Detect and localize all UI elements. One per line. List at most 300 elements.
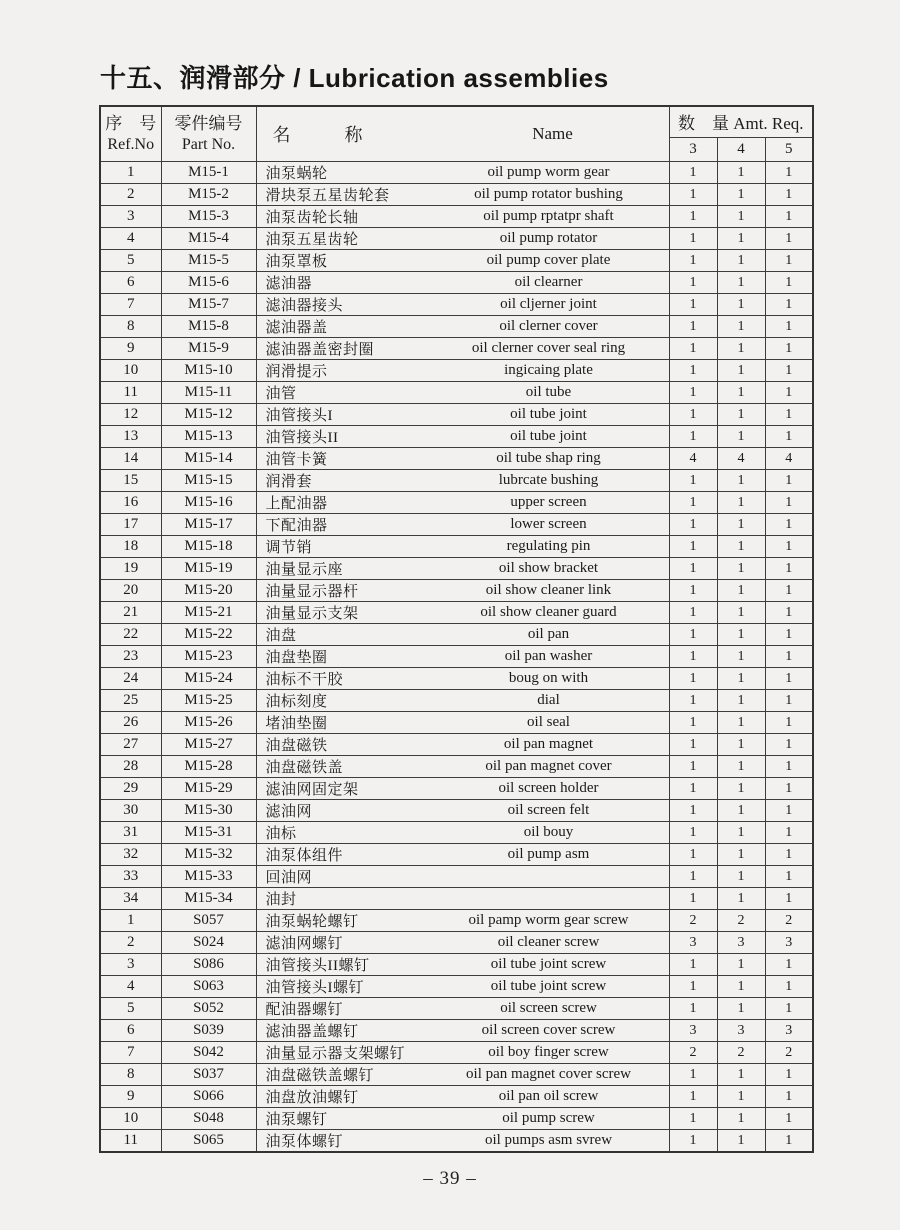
name-zh: 滤油器盖密封圈 (265, 342, 375, 358)
qty-5-cell: 1 (765, 646, 813, 668)
qty-4-cell: 1 (717, 206, 765, 228)
qty-4-cell: 2 (717, 1042, 765, 1064)
qty-3-cell: 2 (669, 1042, 717, 1064)
name-cell (256, 712, 669, 734)
qty-5-cell: 1 (765, 360, 813, 382)
name-zh: 润滑提示 (265, 364, 328, 380)
qty-5-cell: 1 (765, 404, 813, 426)
part-no-cell: M15-13 (161, 426, 256, 448)
part-no-cell: S024 (161, 932, 256, 954)
qty-4-cell: 1 (717, 558, 765, 580)
part-no-cell: M15-3 (161, 206, 256, 228)
table-row (100, 800, 813, 822)
name-en: oil pan magnet (503, 736, 594, 752)
qty-4-cell: 1 (717, 426, 765, 448)
part-no-cell: M15-31 (161, 822, 256, 844)
qty-5-cell: 3 (765, 932, 813, 954)
name-en: oil screen holder (498, 780, 599, 796)
header-part-no-zh: 零件编号 (174, 114, 243, 133)
part-no-cell: M15-29 (161, 778, 256, 800)
part-no-cell: S048 (161, 1108, 256, 1130)
ref-no-cell: 9 (100, 1086, 161, 1108)
ref-no-cell: 29 (100, 778, 161, 800)
table-row (100, 404, 813, 426)
qty-4-cell: 1 (717, 800, 765, 822)
qty-3-cell: 1 (669, 536, 717, 558)
part-no-cell: M15-12 (161, 404, 256, 426)
ref-no-cell: 14 (100, 448, 161, 470)
name-en: ingicaing plate (504, 362, 593, 378)
name-zh: 油泵螺钉 (265, 1112, 328, 1128)
qty-4-cell: 1 (717, 778, 765, 800)
qty-5-cell: 1 (765, 470, 813, 492)
qty-3-cell: 1 (669, 492, 717, 514)
qty-4-cell: 1 (717, 756, 765, 778)
part-no-cell: M15-4 (161, 228, 256, 250)
ref-no-cell: 10 (100, 1108, 161, 1130)
ref-no-cell: 4 (100, 976, 161, 998)
table-row (100, 294, 813, 316)
qty-3-cell: 1 (669, 1108, 717, 1130)
table-row (100, 910, 813, 932)
qty-4-cell: 1 (717, 162, 765, 184)
name-zh: 油封 (265, 892, 297, 908)
table-row (100, 822, 813, 844)
part-no-cell: M15-16 (161, 492, 256, 514)
name-cell (256, 646, 669, 668)
ref-no-cell: 10 (100, 360, 161, 382)
part-no-cell: S086 (161, 954, 256, 976)
ref-no-cell: 26 (100, 712, 161, 734)
qty-5-cell: 3 (765, 1020, 813, 1042)
qty-4-cell: 1 (717, 294, 765, 316)
qty-4-cell: 1 (717, 382, 765, 404)
parts-table (99, 105, 814, 1153)
name-zh: 油泵罩板 (265, 254, 328, 270)
name-zh: 油盘磁铁盖螺钉 (265, 1068, 375, 1084)
qty-4-cell: 1 (717, 602, 765, 624)
ref-no-cell: 5 (100, 998, 161, 1020)
qty-3-cell: 1 (669, 470, 717, 492)
table-row (100, 580, 813, 602)
table-row (100, 954, 813, 976)
name-zh: 油量显示支架 (265, 606, 359, 622)
qty-4-cell: 1 (717, 470, 765, 492)
qty-3-cell: 1 (669, 558, 717, 580)
header-name-en: Name (532, 124, 573, 143)
table-row (100, 1108, 813, 1130)
table-row (100, 470, 813, 492)
qty-3-cell: 1 (669, 316, 717, 338)
part-no-cell: M15-32 (161, 844, 256, 866)
qty-5-cell: 1 (765, 1086, 813, 1108)
name-en: oil tube shap ring (496, 450, 601, 466)
name-en: oil cleaner screw (497, 934, 600, 950)
qty-4-cell: 1 (717, 998, 765, 1020)
qty-3-cell: 1 (669, 272, 717, 294)
qty-4-cell: 1 (717, 228, 765, 250)
qty-4-cell: 1 (717, 976, 765, 998)
name-zh: 滤油器 (265, 276, 313, 292)
name-cell (256, 668, 669, 690)
qty-3-cell: 1 (669, 646, 717, 668)
name-zh: 润滑套 (265, 474, 313, 490)
table-row (100, 1086, 813, 1108)
part-no-cell: M15-6 (161, 272, 256, 294)
name-zh: 油量显示座 (265, 562, 344, 578)
qty-5-cell: 1 (765, 844, 813, 866)
qty-3-cell: 1 (669, 250, 717, 272)
name-zh: 滤油网固定架 (265, 782, 359, 798)
name-cell (256, 800, 669, 822)
name-en: oil pamp worm gear screw (468, 912, 629, 928)
qty-3-cell: 1 (669, 844, 717, 866)
name-cell (256, 338, 669, 360)
name-cell (256, 1064, 669, 1086)
ref-no-cell: 34 (100, 888, 161, 910)
name-cell (256, 162, 669, 184)
part-no-cell: S066 (161, 1086, 256, 1108)
name-cell (256, 932, 669, 954)
part-no-cell: M15-9 (161, 338, 256, 360)
header-amount-required: 数 量 Amt. Req. (669, 106, 813, 137)
name-en: lubrcate bushing (498, 472, 599, 488)
header-name (256, 106, 669, 162)
table-row (100, 448, 813, 470)
qty-3-cell: 1 (669, 228, 717, 250)
name-en: oil pump screw (502, 1110, 595, 1126)
name-zh: 油盘放油螺钉 (265, 1090, 359, 1106)
name-cell (256, 536, 669, 558)
part-no-cell: M15-17 (161, 514, 256, 536)
ref-no-cell: 11 (100, 1130, 161, 1153)
table-row (100, 536, 813, 558)
ref-no-cell: 6 (100, 1020, 161, 1042)
qty-3-cell: 1 (669, 206, 717, 228)
name-cell (256, 228, 669, 250)
name-cell (256, 998, 669, 1020)
qty-5-cell: 1 (765, 734, 813, 756)
table-row (100, 668, 813, 690)
name-zh: 堵油垫圈 (265, 716, 328, 732)
name-en: oil pan (527, 626, 570, 642)
qty-4-cell: 1 (717, 360, 765, 382)
table-row (100, 492, 813, 514)
part-no-cell: S052 (161, 998, 256, 1020)
ref-no-cell: 13 (100, 426, 161, 448)
name-en: oil pan magnet cover (485, 758, 612, 774)
name-cell (256, 1042, 669, 1064)
name-en: upper screen (510, 494, 587, 510)
name-zh: 油管接头I (265, 408, 333, 424)
header-ref-no-en: Ref.No (107, 136, 155, 153)
name-cell (256, 778, 669, 800)
qty-5-cell: 1 (765, 382, 813, 404)
qty-3-cell: 1 (669, 580, 717, 602)
name-zh: 油量显示器杆 (265, 584, 359, 600)
qty-5-cell: 1 (765, 822, 813, 844)
name-zh: 油盘垫圈 (265, 650, 328, 666)
name-en: boug on with (508, 670, 589, 686)
table-row (100, 206, 813, 228)
part-no-cell: S037 (161, 1064, 256, 1086)
qty-5-cell: 1 (765, 778, 813, 800)
part-no-cell: M15-33 (161, 866, 256, 888)
part-no-cell: M15-24 (161, 668, 256, 690)
qty-5-cell: 1 (765, 272, 813, 294)
table-row (100, 250, 813, 272)
name-cell (256, 734, 669, 756)
name-cell (256, 206, 669, 228)
qty-5-cell: 1 (765, 184, 813, 206)
qty-3-cell: 1 (669, 998, 717, 1020)
ref-no-cell: 1 (100, 910, 161, 932)
qty-5-cell: 1 (765, 206, 813, 228)
header-ref-no (100, 106, 161, 162)
name-zh: 油泵蜗轮螺钉 (265, 914, 359, 930)
ref-no-cell: 9 (100, 338, 161, 360)
ref-no-cell: 4 (100, 228, 161, 250)
qty-5-cell: 1 (765, 162, 813, 184)
qty-4-cell: 3 (717, 1020, 765, 1042)
part-no-cell: M15-30 (161, 800, 256, 822)
table-row (100, 976, 813, 998)
name-en: oil pump worm gear (487, 164, 610, 180)
name-cell (256, 866, 669, 888)
qty-5-cell: 4 (765, 448, 813, 470)
qty-4-cell: 1 (717, 954, 765, 976)
name-zh: 油管卡簧 (265, 452, 328, 468)
name-zh: 下配油器 (265, 518, 328, 534)
part-no-cell: M15-14 (161, 448, 256, 470)
qty-4-cell: 1 (717, 514, 765, 536)
qty-5-cell: 1 (765, 250, 813, 272)
qty-5-cell: 1 (765, 558, 813, 580)
qty-3-cell: 1 (669, 976, 717, 998)
qty-3-cell: 1 (669, 756, 717, 778)
table-row (100, 228, 813, 250)
page-number: – 39 – (423, 1168, 477, 1189)
qty-3-cell: 1 (669, 800, 717, 822)
name-zh: 油标不干胶 (265, 672, 344, 688)
name-zh: 油盘磁铁 (265, 738, 328, 754)
qty-3-cell: 1 (669, 184, 717, 206)
qty-5-cell: 1 (765, 580, 813, 602)
table-body (100, 162, 813, 1153)
name-zh: 油盘 (265, 628, 297, 644)
name-zh: 油泵五星齿轮 (265, 232, 359, 248)
ref-no-cell: 5 (100, 250, 161, 272)
name-zh: 滑块泵五星齿轮套 (265, 188, 390, 204)
qty-5-cell: 1 (765, 1108, 813, 1130)
ref-no-cell: 33 (100, 866, 161, 888)
ref-no-cell: 19 (100, 558, 161, 580)
ref-no-cell: 27 (100, 734, 161, 756)
qty-3-cell: 1 (669, 602, 717, 624)
header-ref-no-zh: 序 号 (105, 114, 157, 133)
name-zh: 油泵齿轮长轴 (265, 210, 359, 226)
part-no-cell: M15-15 (161, 470, 256, 492)
qty-3-cell: 4 (669, 448, 717, 470)
name-en: oil screen screw (500, 1000, 597, 1016)
qty-5-cell: 1 (765, 888, 813, 910)
qty-4-cell: 2 (717, 910, 765, 932)
name-cell (256, 272, 669, 294)
qty-5-cell: 1 (765, 536, 813, 558)
qty-5-cell: 1 (765, 228, 813, 250)
ref-no-cell: 15 (100, 470, 161, 492)
name-en: oil pump asm (507, 846, 590, 862)
name-cell (256, 1086, 669, 1108)
qty-4-cell: 1 (717, 536, 765, 558)
qty-5-cell: 1 (765, 1064, 813, 1086)
part-no-cell: M15-25 (161, 690, 256, 712)
name-zh: 油管接头II螺钉 (265, 958, 370, 974)
table-header (100, 106, 813, 162)
qty-3-cell: 1 (669, 866, 717, 888)
ref-no-cell: 30 (100, 800, 161, 822)
name-cell (256, 426, 669, 448)
qty-4-cell: 1 (717, 1064, 765, 1086)
name-en: oil pump rotator bushing (474, 186, 623, 202)
part-no-cell: S063 (161, 976, 256, 998)
part-no-cell: S039 (161, 1020, 256, 1042)
name-zh: 调节销 (265, 540, 313, 556)
part-no-cell: M15-26 (161, 712, 256, 734)
qty-4-cell: 4 (717, 448, 765, 470)
qty-4-cell: 1 (717, 250, 765, 272)
qty-5-cell: 2 (765, 1042, 813, 1064)
qty-3-cell: 1 (669, 668, 717, 690)
qty-3-cell: 1 (669, 1130, 717, 1153)
qty-4-cell: 1 (717, 712, 765, 734)
ref-no-cell: 25 (100, 690, 161, 712)
name-cell (256, 294, 669, 316)
qty-4-cell: 1 (717, 1130, 765, 1153)
qty-5-cell: 1 (765, 294, 813, 316)
qty-4-cell: 1 (717, 1086, 765, 1108)
name-en: oil bouy (523, 824, 574, 840)
qty-4-cell: 1 (717, 580, 765, 602)
qty-5-cell: 2 (765, 910, 813, 932)
part-no-cell: M15-2 (161, 184, 256, 206)
table-row (100, 426, 813, 448)
name-cell (256, 558, 669, 580)
name-zh: 上配油器 (265, 496, 328, 512)
header-name-zh: 名 称 (272, 125, 363, 145)
name-cell (256, 360, 669, 382)
name-zh: 油标 (265, 826, 297, 842)
name-zh: 油管接头II (265, 430, 339, 446)
ref-no-cell: 11 (100, 382, 161, 404)
name-zh: 油泵体组件 (265, 848, 344, 864)
qty-4-cell: 1 (717, 668, 765, 690)
qty-5-cell: 1 (765, 690, 813, 712)
ref-no-cell: 17 (100, 514, 161, 536)
table-row (100, 690, 813, 712)
name-cell (256, 954, 669, 976)
qty-4-cell: 1 (717, 844, 765, 866)
name-zh: 回油网 (265, 870, 313, 886)
qty-3-cell: 1 (669, 734, 717, 756)
qty-5-cell: 1 (765, 712, 813, 734)
qty-5-cell: 1 (765, 954, 813, 976)
name-cell (256, 316, 669, 338)
part-no-cell: M15-11 (161, 382, 256, 404)
name-en: oil tube joint screw (490, 978, 607, 994)
ref-no-cell: 24 (100, 668, 161, 690)
ref-no-cell: 7 (100, 294, 161, 316)
table-row (100, 602, 813, 624)
name-en: oil boy finger screw (488, 1044, 609, 1060)
qty-5-cell: 1 (765, 316, 813, 338)
table-row (100, 360, 813, 382)
name-en: lower screen (510, 516, 587, 532)
table-row (100, 514, 813, 536)
part-no-cell: M15-20 (161, 580, 256, 602)
header-part-no (161, 106, 256, 162)
name-zh: 滤油器接头 (265, 298, 344, 314)
name-cell (256, 250, 669, 272)
name-en: oil screen felt (507, 802, 590, 818)
part-no-cell: M15-10 (161, 360, 256, 382)
name-en: oil pumps asm svrew (484, 1132, 613, 1148)
part-no-cell: M15-21 (161, 602, 256, 624)
ref-no-cell: 12 (100, 404, 161, 426)
header-part-no-en: Part No. (181, 136, 236, 153)
name-cell (256, 1108, 669, 1130)
qty-4-cell: 1 (717, 866, 765, 888)
table-row (100, 932, 813, 954)
ref-no-cell: 3 (100, 954, 161, 976)
qty-3-cell: 1 (669, 954, 717, 976)
ref-no-cell: 16 (100, 492, 161, 514)
qty-3-cell: 1 (669, 888, 717, 910)
table-row (100, 184, 813, 206)
part-no-cell: S042 (161, 1042, 256, 1064)
table-row (100, 624, 813, 646)
ref-no-cell: 22 (100, 624, 161, 646)
name-cell (256, 1020, 669, 1042)
name-en: oil tube (525, 384, 572, 400)
name-cell (256, 888, 669, 910)
name-zh: 油泵蜗轮 (265, 166, 328, 182)
qty-3-cell: 1 (669, 162, 717, 184)
name-en: oil pan oil screw (498, 1088, 599, 1104)
name-zh: 油量显示器支架螺钉 (265, 1046, 406, 1062)
part-no-cell: S057 (161, 910, 256, 932)
name-en: oil screen cover screw (481, 1022, 616, 1038)
name-en: oil clerner cover (499, 318, 598, 334)
part-no-cell: M15-27 (161, 734, 256, 756)
qty-4-cell: 1 (717, 888, 765, 910)
part-no-cell: M15-18 (161, 536, 256, 558)
name-en: oil cljerner joint (500, 296, 597, 312)
name-en: oil clerner cover seal ring (471, 340, 626, 356)
ref-no-cell: 21 (100, 602, 161, 624)
table-row (100, 756, 813, 778)
name-cell (256, 822, 669, 844)
name-zh: 油盘磁铁盖 (265, 760, 344, 776)
name-cell (256, 470, 669, 492)
name-zh: 油管接头I螺钉 (265, 980, 364, 996)
name-cell (256, 756, 669, 778)
qty-3-cell: 3 (669, 932, 717, 954)
ref-no-cell: 23 (100, 646, 161, 668)
name-en: oil show cleaner link (485, 582, 612, 598)
ref-no-cell: 32 (100, 844, 161, 866)
name-zh: 油标刻度 (265, 694, 328, 710)
